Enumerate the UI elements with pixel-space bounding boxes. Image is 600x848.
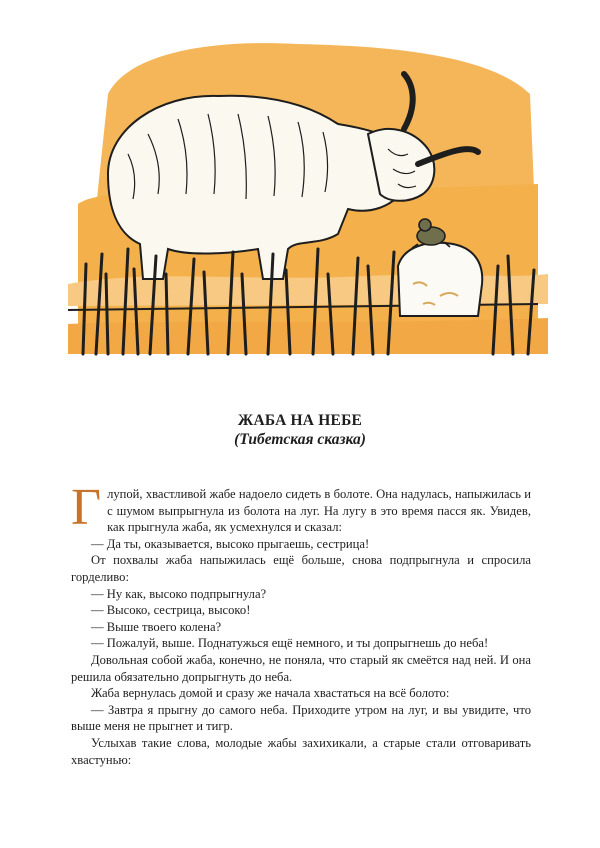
story-title: ЖАБА НА НЕБЕ [237,412,363,429]
story-paragraph: — Пожалуй, выше. Поднатужься ещё немного, и ты допрыгнешь до неба! [91,636,489,651]
story-paragraph: — Ну как, высоко подпрыгнула? [91,586,267,601]
story-subtitle: (Тибетская сказка) [234,431,366,448]
story-paragraph: Услыхав такие слова, молодые жабы захихикали, а старые стали отговаривать хвастунью: [71,735,531,767]
story-text [71,479,531,768]
story-heading [0,412,600,449]
story-paragraph: — Да ты, оказывается, высоко прыгаешь, сестрица! [91,536,370,551]
story-paragraph: — Высоко, сестрица, высоко! [91,603,251,618]
story-paragraph: — Выше твоего колена? [91,619,222,634]
story-paragraph: — Завтра я прыгну до самого неба. Приходите утром на луг, и вы увидите, что выше меня не прыгнет и тигр. [71,702,531,734]
story-paragraph: Жаба вернулась домой и сразу же начала хвастаться на всё болото: [91,686,450,701]
story-paragraph-1 [71,479,531,536]
story-paragraph-1-text: лупой, хвастливой жабе надоело сидеть в болоте. Она надулась, напыжилась и с шумом выпрыгнула из болота на луг. На лугу в это время пасся як. Увидев, как прыгнула жаба, як усмехнулся и сказал: [107,487,531,535]
yak-and-toad-illustration [68,34,548,364]
story-paragraph: Довольная собой жаба, конечно, не поняла, что старый як смеётся над ней. И она решила обязательно допрыгнуть до неба. [71,652,531,684]
drop-cap: Г [71,479,102,536]
story-paragraph: От похвалы жаба напыжилась ещё больше, снова подпрыгнула и спросила горделиво: [71,553,531,584]
